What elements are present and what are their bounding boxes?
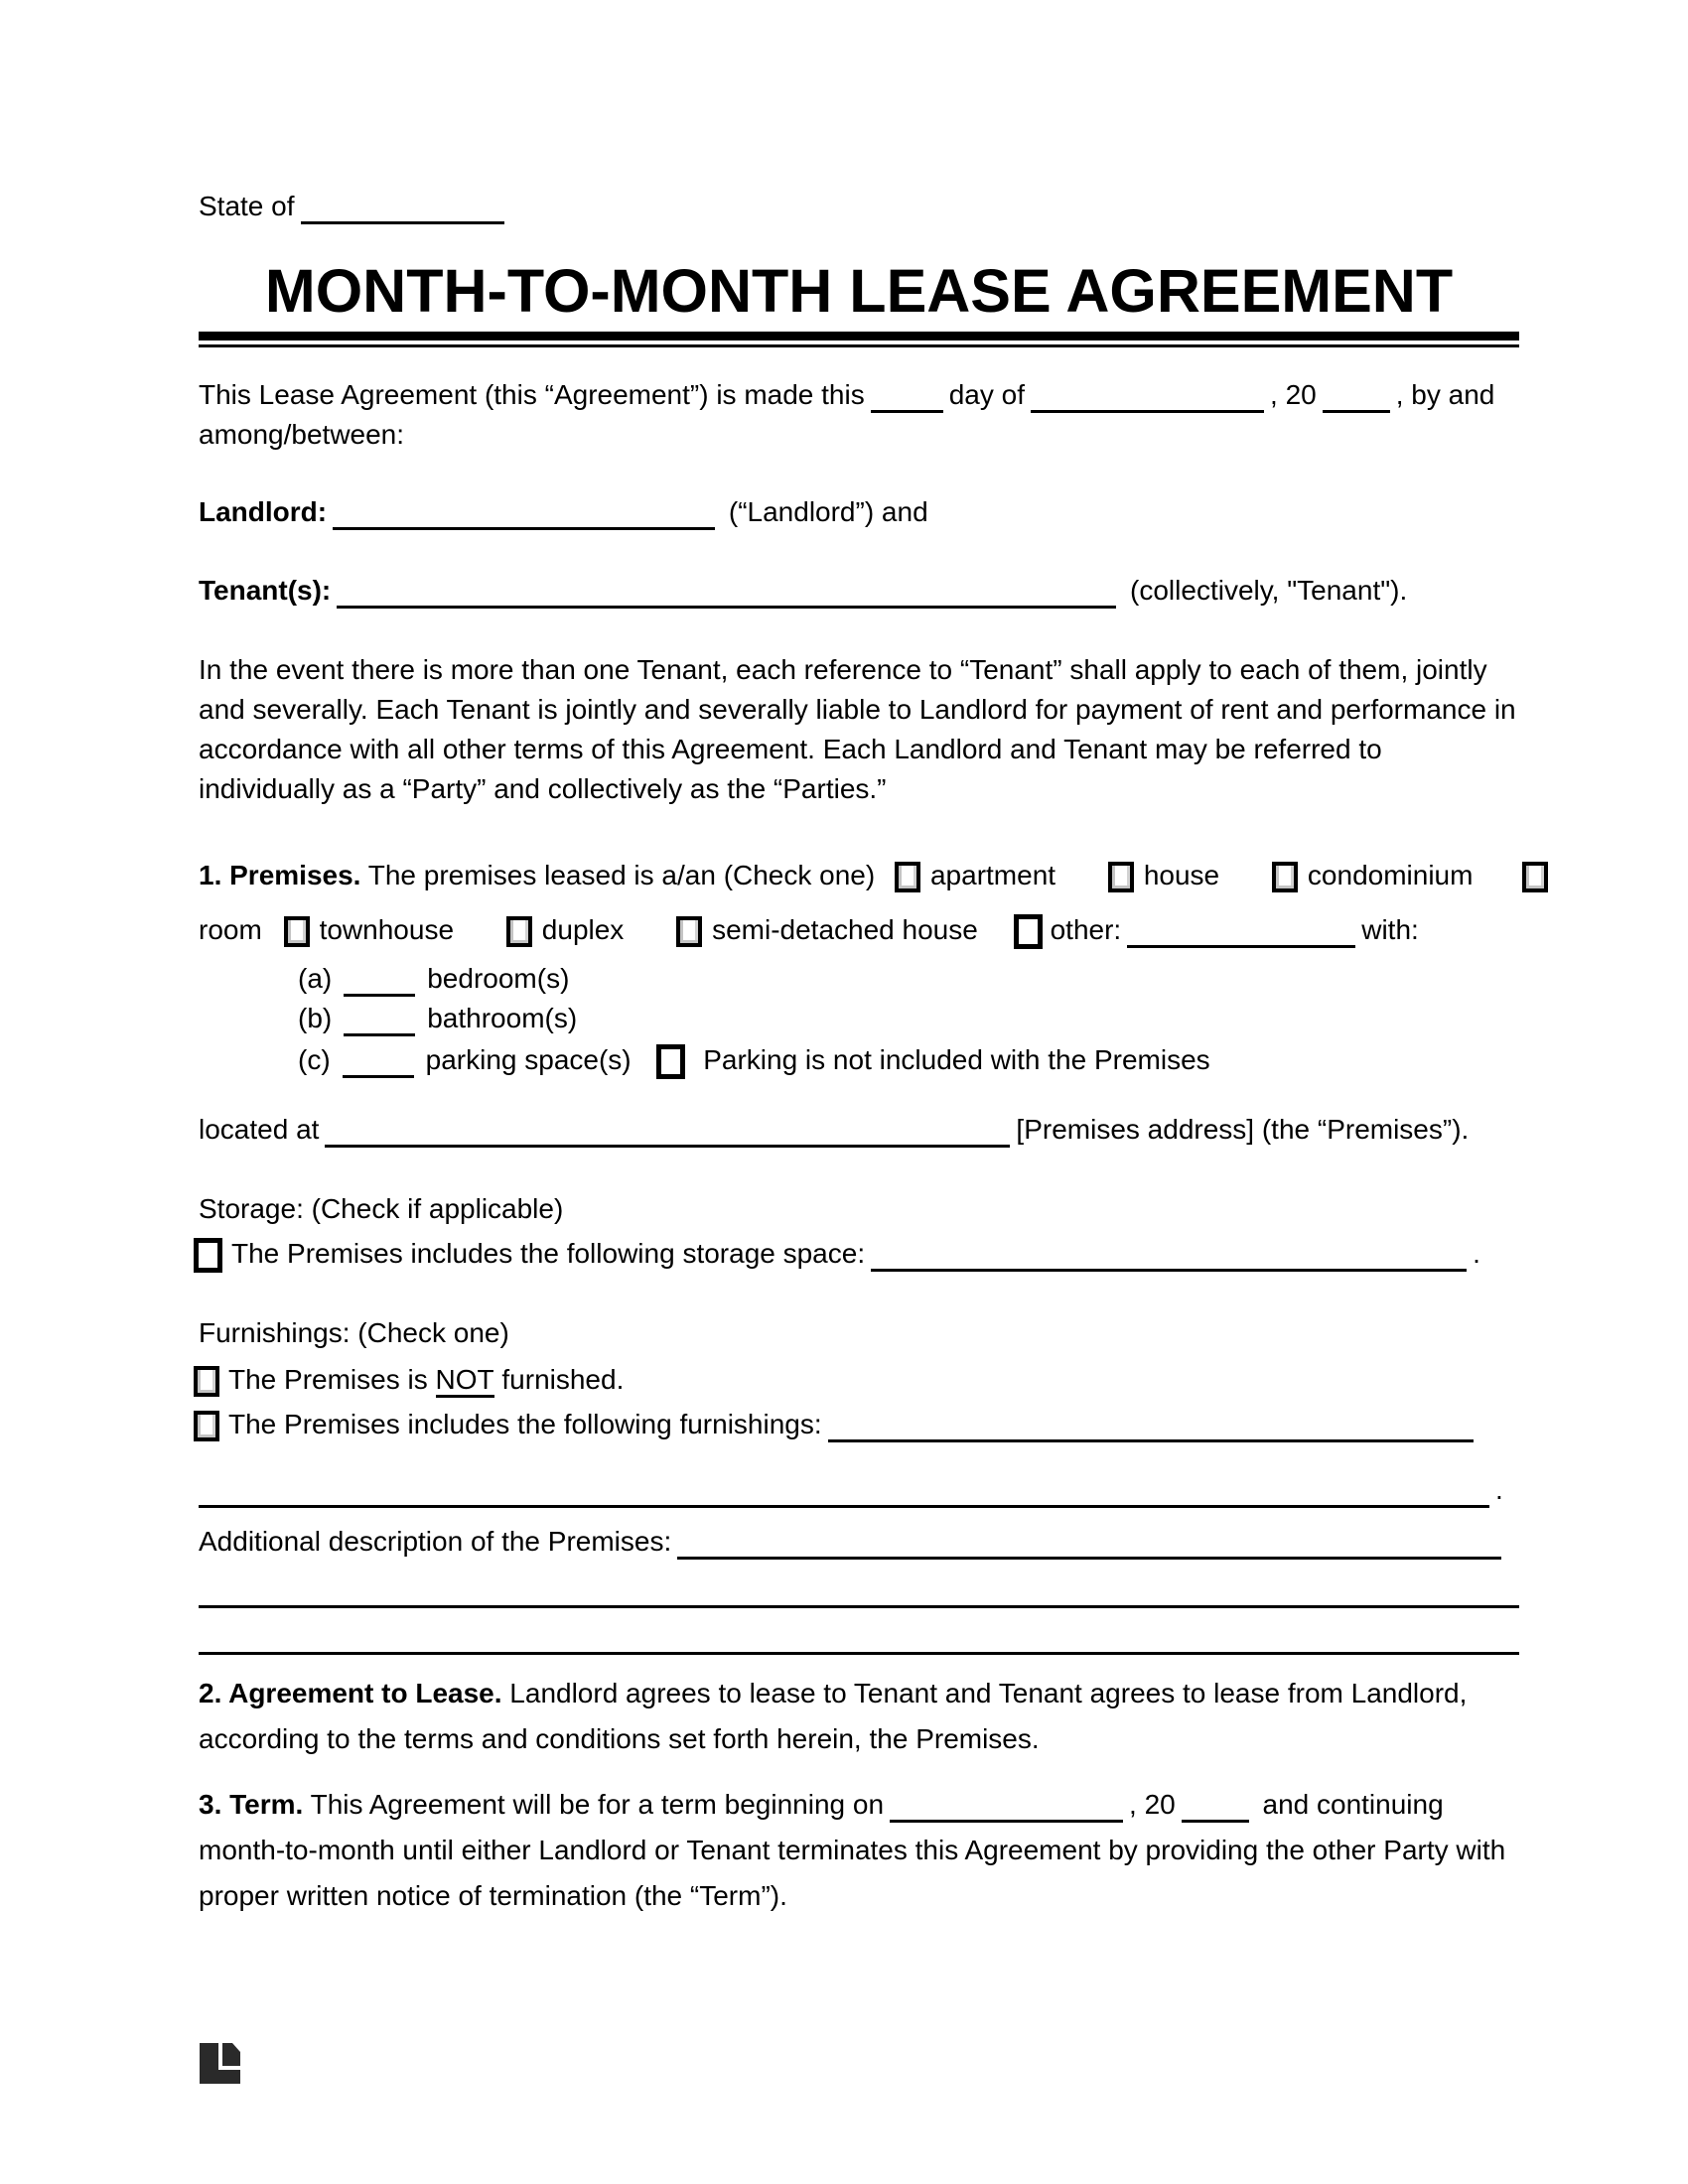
item-c-label: (c) [298, 1044, 331, 1075]
legal-templates-logo [200, 2043, 240, 2084]
duplex-label: duplex [541, 914, 625, 945]
not-furnished-text-post: furnished. [501, 1364, 625, 1395]
term-start-year-blank[interactable] [1182, 1786, 1249, 1823]
intro-text-3: , 20 [1270, 379, 1317, 410]
furnished-checkbox[interactable] [194, 1411, 219, 1441]
tenant-line [199, 571, 1519, 611]
term-heading: 3. Term. [199, 1789, 304, 1820]
parking-spaces-label: parking space(s) [425, 1044, 632, 1075]
no-parking-label: Parking is not included with the Premises [703, 1044, 1210, 1075]
premises-address-suffix: [Premises address] (the “Premises”). [1016, 1114, 1470, 1145]
item-a-label: (a) [298, 963, 333, 994]
term-text-3: and continuing month-to-month until either Landlord or Tenant terminates this Agreement by providing the other Party with proper written notice of termination (the “Term”). [199, 1789, 1506, 1911]
term-text-1: This Agreement will be for a term beginning on [310, 1789, 885, 1820]
landlord-name-blank[interactable] [333, 493, 715, 530]
furnishings-blank[interactable] [828, 1406, 1474, 1442]
bathrooms-item [298, 999, 1519, 1038]
term-start-date-blank[interactable] [890, 1786, 1123, 1823]
page-title: MONTH-TO-MONTH LEASE AGREEMENT [264, 257, 1454, 325]
other-type-blank[interactable] [1127, 911, 1355, 948]
storage-checkbox[interactable] [194, 1238, 222, 1273]
additional-description-row [199, 1522, 1519, 1562]
furnished-list-row [199, 1402, 1519, 1446]
apartment-checkbox[interactable] [895, 862, 920, 892]
additional-description-blank-1[interactable] [677, 1523, 1501, 1560]
intro-text-2: day of [948, 379, 1026, 410]
semi-detached-house-label: semi-detached house [712, 914, 978, 945]
apartment-label: apartment [929, 860, 1056, 890]
premises-options-line-2 [199, 902, 1519, 957]
term-section [199, 1782, 1519, 1919]
state-line [199, 187, 1519, 226]
agreement-heading: 2. Agreement to Lease. [199, 1678, 502, 1708]
intro-text-1: This Lease Agreement (this “Agreement”) is made this [199, 379, 865, 410]
tenant-names-blank[interactable] [337, 572, 1116, 609]
furnished-list-text: The Premises includes the following furnishings: [228, 1409, 822, 1439]
tenant-suffix: (collectively, "Tenant"). [1130, 575, 1408, 606]
parking-count-blank[interactable] [343, 1041, 414, 1078]
premises-address-blank[interactable] [325, 1111, 1010, 1148]
landlord-label: Landlord: [199, 496, 328, 527]
storage-section-label: Storage: (Check if applicable) [199, 1193, 564, 1224]
furnishings-continuation-blank[interactable] [199, 1471, 1489, 1508]
state-label: State of [199, 191, 295, 221]
house-label: house [1143, 860, 1220, 890]
house-checkbox[interactable] [1108, 862, 1134, 892]
other-checkbox[interactable] [1014, 914, 1043, 949]
intro-text-4: , by and among/between: [199, 379, 1495, 450]
other-label: other: [1050, 914, 1122, 945]
title-rule [199, 332, 1519, 347]
bedrooms-label: bedroom(s) [427, 963, 570, 994]
premises-heading: 1. Premises. [199, 860, 361, 890]
furnishings-section-label: Furnishings: (Check one) [199, 1317, 509, 1348]
bedroom-count-blank[interactable] [344, 960, 415, 997]
additional-description-blank-3[interactable] [199, 1608, 1519, 1655]
townhouse-checkbox[interactable] [284, 916, 310, 947]
term-text-2: , 20 [1129, 1789, 1176, 1820]
bedrooms-item [298, 959, 1519, 999]
agreement-to-lease-section [199, 1671, 1519, 1762]
state-name-blank[interactable] [301, 188, 504, 224]
landlord-suffix: (“Landlord”) and [728, 496, 928, 527]
storage-period: . [1473, 1238, 1480, 1269]
no-parking-checkbox[interactable] [656, 1044, 685, 1079]
premises-lead: The premises leased is a/an (Check one) [367, 860, 876, 890]
furnishings-continuation-row [199, 1470, 1519, 1510]
year-blank[interactable] [1323, 376, 1390, 413]
additional-description-blank-2[interactable] [199, 1562, 1519, 1608]
premises-options-line-1 [199, 848, 1519, 902]
condominium-checkbox[interactable] [1272, 862, 1298, 892]
joint-liability-clause: In the event there is more than one Tenant, each reference to “Tenant” shall apply to each of them, jointly and severally. Each Tenant is jointly and severally liable to Landlord for payment of rent and performance in accordance with all other terms of this Agreement. Each Landlord and Tenant may be referred to individually as a “Party” and collectively as the “Parties.” [199, 654, 1516, 804]
storage-space-blank[interactable] [871, 1235, 1467, 1272]
furnishings-continuation-period: . [1495, 1474, 1503, 1505]
storage-option-text: The Premises includes the following storage space: [231, 1238, 866, 1269]
room-label: room [199, 914, 262, 945]
landlord-line [199, 492, 1519, 532]
premises-detail-items [298, 959, 1519, 1082]
semi-detached-house-checkbox[interactable] [676, 916, 702, 947]
room-checkbox[interactable] [1522, 862, 1548, 892]
located-at-label: located at [199, 1114, 320, 1145]
not-furnished-row [199, 1357, 1519, 1402]
item-b-label: (b) [298, 1003, 333, 1033]
duplex-checkbox[interactable] [506, 916, 532, 947]
intro-paragraph [199, 375, 1519, 455]
additional-description-label: Additional description of the Premises: [199, 1526, 672, 1557]
tenant-label: Tenant(s): [199, 575, 332, 606]
townhouse-label: townhouse [319, 914, 455, 945]
parking-item [298, 1038, 1519, 1082]
month-blank[interactable] [1031, 376, 1264, 413]
not-furnished-text-pre: The Premises is [228, 1364, 428, 1395]
bathrooms-label: bathroom(s) [427, 1003, 578, 1033]
not-furnished-checkbox[interactable] [194, 1366, 219, 1397]
with-label: with: [1361, 914, 1419, 945]
bathroom-count-blank[interactable] [344, 1000, 415, 1036]
premises-address-line [199, 1110, 1519, 1150]
agreement-text: Landlord agrees to lease to Tenant and Tenant agrees to lease from Landlord, according to the terms and conditions set forth herein, the Premises. [199, 1678, 1468, 1754]
not-emphasis: NOT [436, 1364, 494, 1398]
day-blank[interactable] [871, 376, 943, 413]
legal-templates-logo-icon [200, 2043, 240, 2084]
condominium-label: condominium [1307, 860, 1474, 890]
storage-option-row [199, 1231, 1519, 1277]
